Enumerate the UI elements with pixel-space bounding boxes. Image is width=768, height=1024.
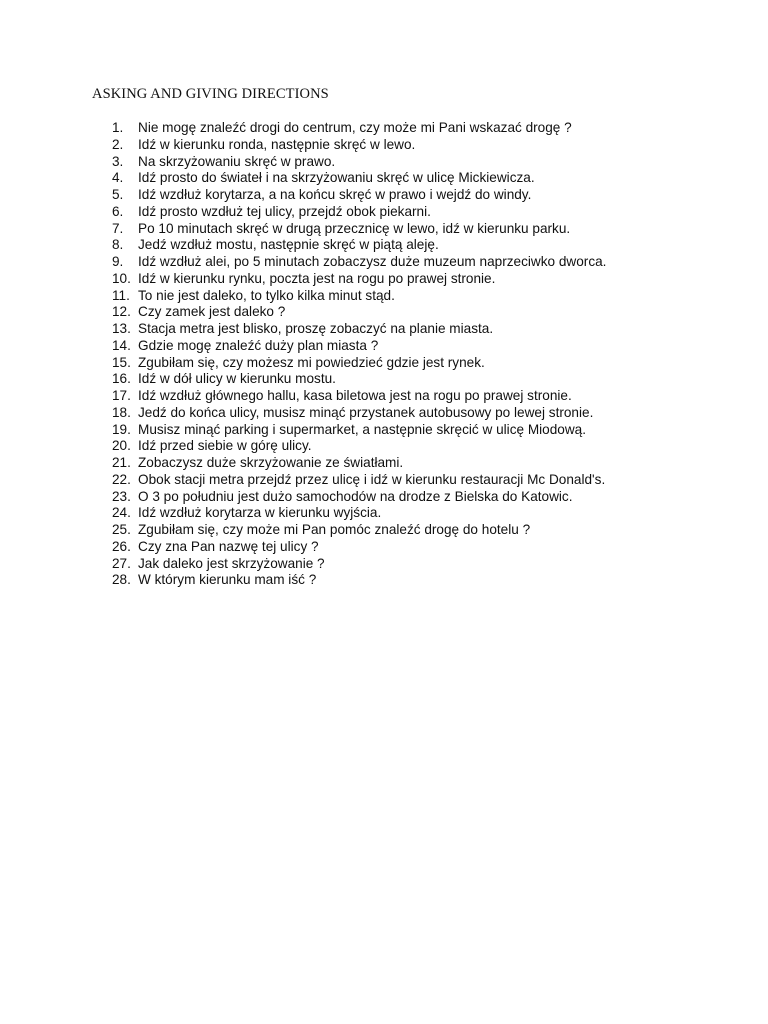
list-item-text: Idź przed siebie w górę ulicy. (138, 438, 312, 454)
list-item (112, 388, 606, 405)
list-item-text: W którym kierunku mam iść ? (138, 572, 317, 588)
list-item-text: Zobaczysz duże skrzyżowanie ze światłami. (138, 455, 404, 470)
list-item-number: 23. (112, 488, 131, 504)
list-item-text: Zgubiłam się, czy może mi Pan pomóc znaleźć drogę do hotelu ? (138, 522, 531, 537)
list-item-number: 16. (112, 371, 131, 387)
list-item-text: Stacja metra jest blisko, proszę zobaczyć na planie miasta. (138, 321, 494, 336)
list-item (112, 204, 606, 221)
list-item (112, 288, 606, 305)
list-item-number: 11. (112, 287, 130, 303)
list-item-number: 3. (112, 153, 124, 169)
list-item-text: Na skrzyżowaniu skręć w prawo. (138, 153, 336, 169)
list-item-number: 26. (112, 538, 131, 554)
list-item-number: 1. (112, 120, 124, 135)
list-item-number: 5. (112, 187, 124, 202)
list-item-text: Jak daleko jest skrzyżowanie ? (138, 555, 325, 571)
list-item-number: 13. (112, 321, 131, 336)
list-item-number: 22. (112, 471, 131, 487)
list-item-text: Idź prosto do świateł i na skrzyżowaniu skręć w ulicę Mickiewicza. (138, 170, 535, 186)
list-item-number: 2. (112, 136, 124, 152)
list-item-text: Idź w kierunku ronda, następnie skręć w lewo. (138, 136, 416, 152)
list-item-text: O 3 po południu jest dużo samochodów na drodze z Bielska do Katowic. (138, 488, 573, 504)
list-item (112, 154, 606, 171)
list-item-text: Gdzie mogę znaleźć duży plan miasta ? (138, 337, 379, 353)
list-item-text: Jedź do końca ulicy, musisz minąć przystanek autobusowy po lewej stronie. (138, 404, 594, 420)
list-item (112, 271, 606, 288)
list-item (112, 338, 606, 355)
list-item (112, 539, 606, 556)
list-item-number: 8. (112, 237, 124, 253)
list-item-number: 17. (112, 388, 131, 403)
list-item-number: 20. (112, 438, 131, 454)
list-item (112, 120, 606, 137)
list-item (112, 422, 606, 439)
list-item-text: Idź wzdłuż korytarza, a na końcu skręć w prawo i wejdź do windy. (138, 187, 532, 202)
list-item-number: 6. (112, 203, 124, 219)
list-item-number: 12. (112, 304, 131, 320)
list-item-number: 14. (112, 337, 131, 353)
list-item (112, 137, 606, 154)
list-item (112, 489, 606, 506)
list-item-number: 7. (112, 220, 124, 236)
list-item-text: Idź wzdłuż korytarza w kierunku wyjścia. (138, 505, 382, 521)
list-item (112, 572, 606, 589)
directions-list (112, 120, 606, 589)
list-item-text: Musisz minąć parking i supermarket, a następnie skręcić w ulicę Miodową. (138, 421, 587, 437)
list-item-text: Czy zamek jest daleko ? (138, 304, 286, 320)
list-item (112, 472, 606, 489)
list-item (112, 455, 606, 472)
list-item (112, 522, 606, 539)
list-item-number: 9. (112, 254, 124, 269)
list-item-text: Po 10 minutach skręć w drugą przecznicę w lewo, idź w kierunku parku. (138, 220, 571, 236)
list-item (112, 355, 606, 372)
list-item (112, 304, 606, 321)
list-item (112, 187, 606, 204)
list-item-number: 15. (112, 354, 131, 370)
document-title: ASKING AND GIVING DIRECTIONS (92, 86, 329, 102)
list-item-number: 24. (112, 505, 131, 521)
list-item (112, 405, 606, 422)
list-item-text: To nie jest daleko, to tylko kilka minut stąd. (138, 287, 395, 303)
list-item-number: 28. (112, 572, 131, 588)
list-item-text: Obok stacji metra przejdź przez ulicę i idź w kierunku restauracji Mc Donald's. (138, 471, 606, 487)
list-item-number: 18. (112, 404, 131, 420)
list-item-text: Czy zna Pan nazwę tej ulicy ? (138, 538, 319, 554)
list-item (112, 505, 606, 522)
list-item (112, 321, 606, 338)
list-item-text: Idź w dół ulicy w kierunku mostu. (138, 371, 336, 387)
list-item-number: 4. (112, 170, 124, 186)
list-item-number: 10. (112, 270, 131, 286)
list-item-number: 21. (112, 455, 131, 470)
list-item (112, 556, 606, 573)
list-item-number: 25. (112, 522, 131, 537)
list-item (112, 221, 606, 238)
list-item-text: Nie mogę znaleźć drogi do centrum, czy może mi Pani wskazać drogę ? (138, 120, 572, 135)
list-item (112, 237, 606, 254)
list-item-text: Idź prosto wzdłuż tej ulicy, przejdź obok piekarni. (138, 203, 431, 219)
list-item (112, 170, 606, 187)
list-item-text: Idź w kierunku rynku, poczta jest na rogu po prawej stronie. (138, 270, 496, 286)
list-item-text: Zgubiłam się, czy możesz mi powiedzieć gdzie jest rynek. (138, 354, 485, 370)
list-item-text: Idź wzdłuż głównego hallu, kasa biletowa jest na rogu po prawej stronie. (138, 388, 572, 403)
list-item-text: Jedź wzdłuż mostu, następnie skręć w piątą aleję. (138, 237, 439, 253)
list-item-number: 27. (112, 555, 131, 571)
list-item (112, 371, 606, 388)
list-item (112, 438, 606, 455)
list-item-text: Idź wzdłuż alei, po 5 minutach zobaczysz duże muzeum naprzeciwko dworca. (138, 254, 607, 269)
list-item-number: 19. (112, 421, 131, 437)
list-item (112, 254, 606, 271)
